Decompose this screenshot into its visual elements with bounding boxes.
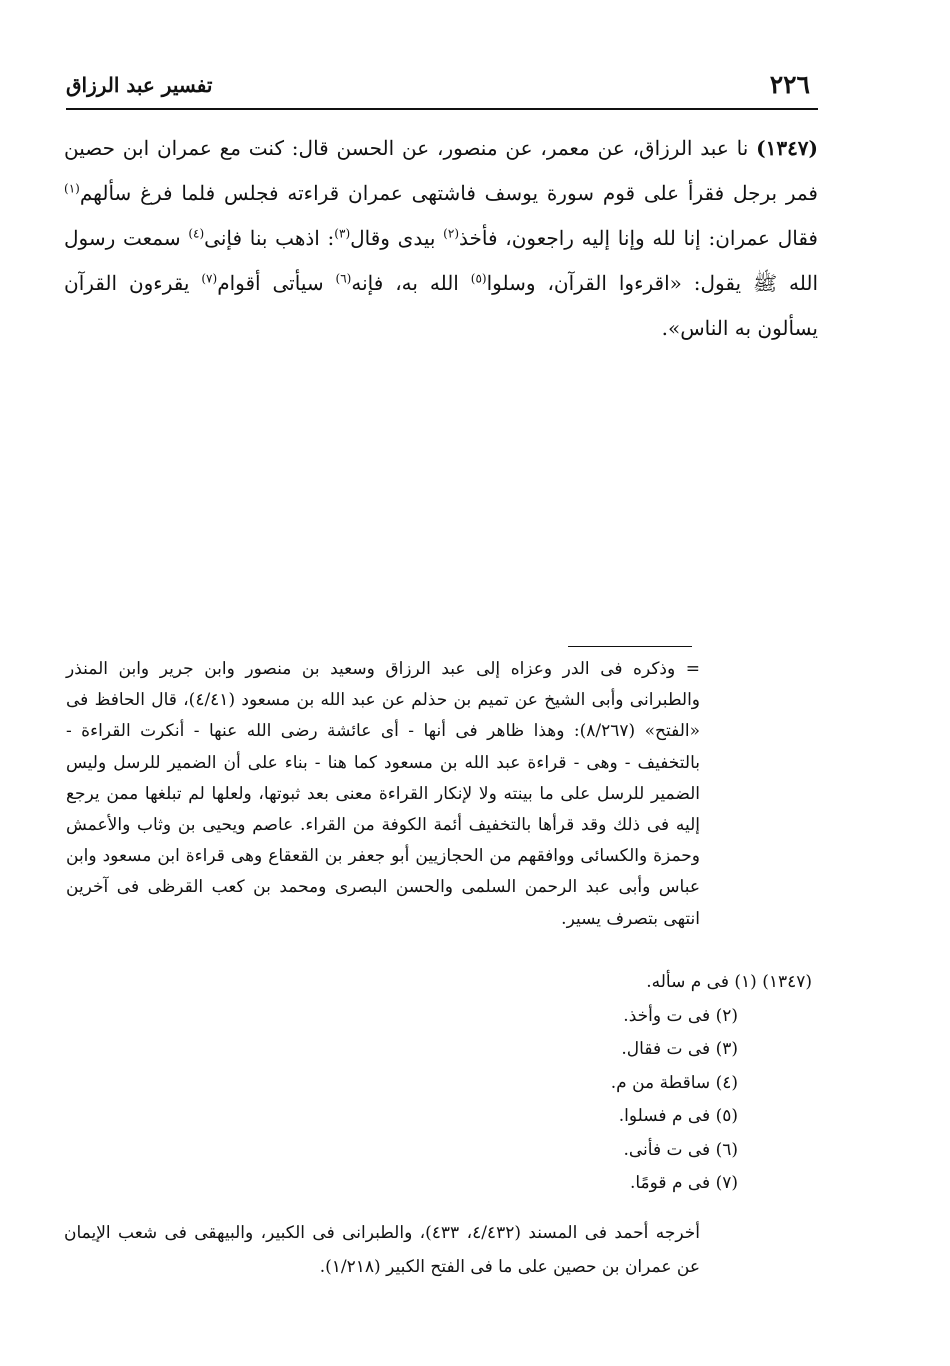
footnote-ref: (٥) — [470, 271, 487, 286]
footnote-ref: (٢) — [443, 226, 459, 241]
main-text-part: الله به، فإنه — [351, 271, 459, 295]
main-text-part: سمعت رسول الله ﷺ يقول: «اقرءوا القرآن، وسلوا — [64, 226, 819, 295]
main-text — [64, 126, 818, 351]
variant-reading: (٦) فى ت فأنى. — [623, 1139, 738, 1160]
header-rule — [66, 108, 818, 110]
variant-reading: (٧) فى م قومًا. — [629, 1173, 738, 1193]
main-text-part: يقرءون القرآن يسألون به الناس». — [64, 271, 818, 340]
source-citation: أخرجه أحمد فى المسند (٤/٤٣٢، ٤٣٣)، والطبرانى فى الكبير، والبيهقى فى شعب الإيمان عن عمران بن حصين على ما فى الفتح الكبير (١/٢١٨). — [64, 1223, 700, 1277]
page-number: ٢٢٦ — [769, 70, 810, 99]
hadith-number: (١٣٤٧) — [756, 136, 819, 160]
variant-reading: (٢) فى ت وأخذ. — [623, 1005, 738, 1026]
variant-reading: (١٣٤٧) (١) فى م سأله. — [646, 972, 812, 992]
variant-reading: (٣) فى ت فقال. — [621, 1039, 738, 1059]
footnote-ref: (٧) — [201, 271, 218, 286]
footnote-continuation: = وذكره فى الدر وعزاه إلى عبد الرزاق وسعيد بن منصور وابن جرير وابن المنذر والطبرانى وأبى الشيخ عن تميم بن حذلم عن عبد الله بن مسعود (٤/٤١)، قال الحافظ فى «الفتح» (٨/٢٦٧): وهذا ظاهر فى أنها - أى عائشة رضى الله عنها - أنكرت القراءة - بالتخفيف - وهى - قراءة عبد الله بن مسعود كما هنا - بناء على أن الضمير للرسل وليس الضمير للرسل على ما بينته ولا لإنكار القراءة معنى بعد ثبوتها، ولعلها لم تبلغها ممن يرجع إليه فى ذلك وقد قرأها بالتخفيف أئمة الكوفة من القراء. عاصم ويحيى بن وثاب والأعمش وحمزة والكسائى ووافقهم من الحجازيين أبو جعفر بن القعقاع وهى قراءة ابن مسعود وابن عباس وأبى عبد الرحمن السلمى والحسن البصرى ومحمد بن كعب القرظى فى آخرين انتهى بتصرف يسير. — [66, 659, 700, 929]
main-text-part: سيأتى أقوام — [217, 271, 324, 295]
footnote-ref: (٣) — [334, 226, 351, 241]
variant-reading: (٥) فى م فسلوا. — [618, 1106, 738, 1126]
variant-readings-list — [212, 966, 812, 1201]
main-text-part: بيدى وقال — [350, 226, 436, 250]
main-text-part: : اذهب بنا فإنى — [204, 226, 335, 250]
main-text-part: فقال عمران: إنا لله وإنا إليه راجعون، فأخذ — [459, 226, 818, 250]
footnote-separator — [568, 646, 692, 647]
main-text-part: نا عبد الرزاق، عن معمر، عن منصور، عن الحسن قال: كنت مع عمران ابن حصين فمر برجل فقرأ على قوم سورة يوسف فاشتهى عمران قراءته فجلس فلما فرغ سألهم — [64, 136, 818, 205]
footnote-ref: (٤) — [188, 226, 205, 241]
footnote-ref: (١) — [64, 181, 80, 196]
variant-reading: (٤) ساقطة من م. — [610, 1072, 738, 1093]
footnote-ref: (٦) — [335, 271, 352, 286]
running-title: تفسير عبد الرزاق — [66, 73, 213, 97]
